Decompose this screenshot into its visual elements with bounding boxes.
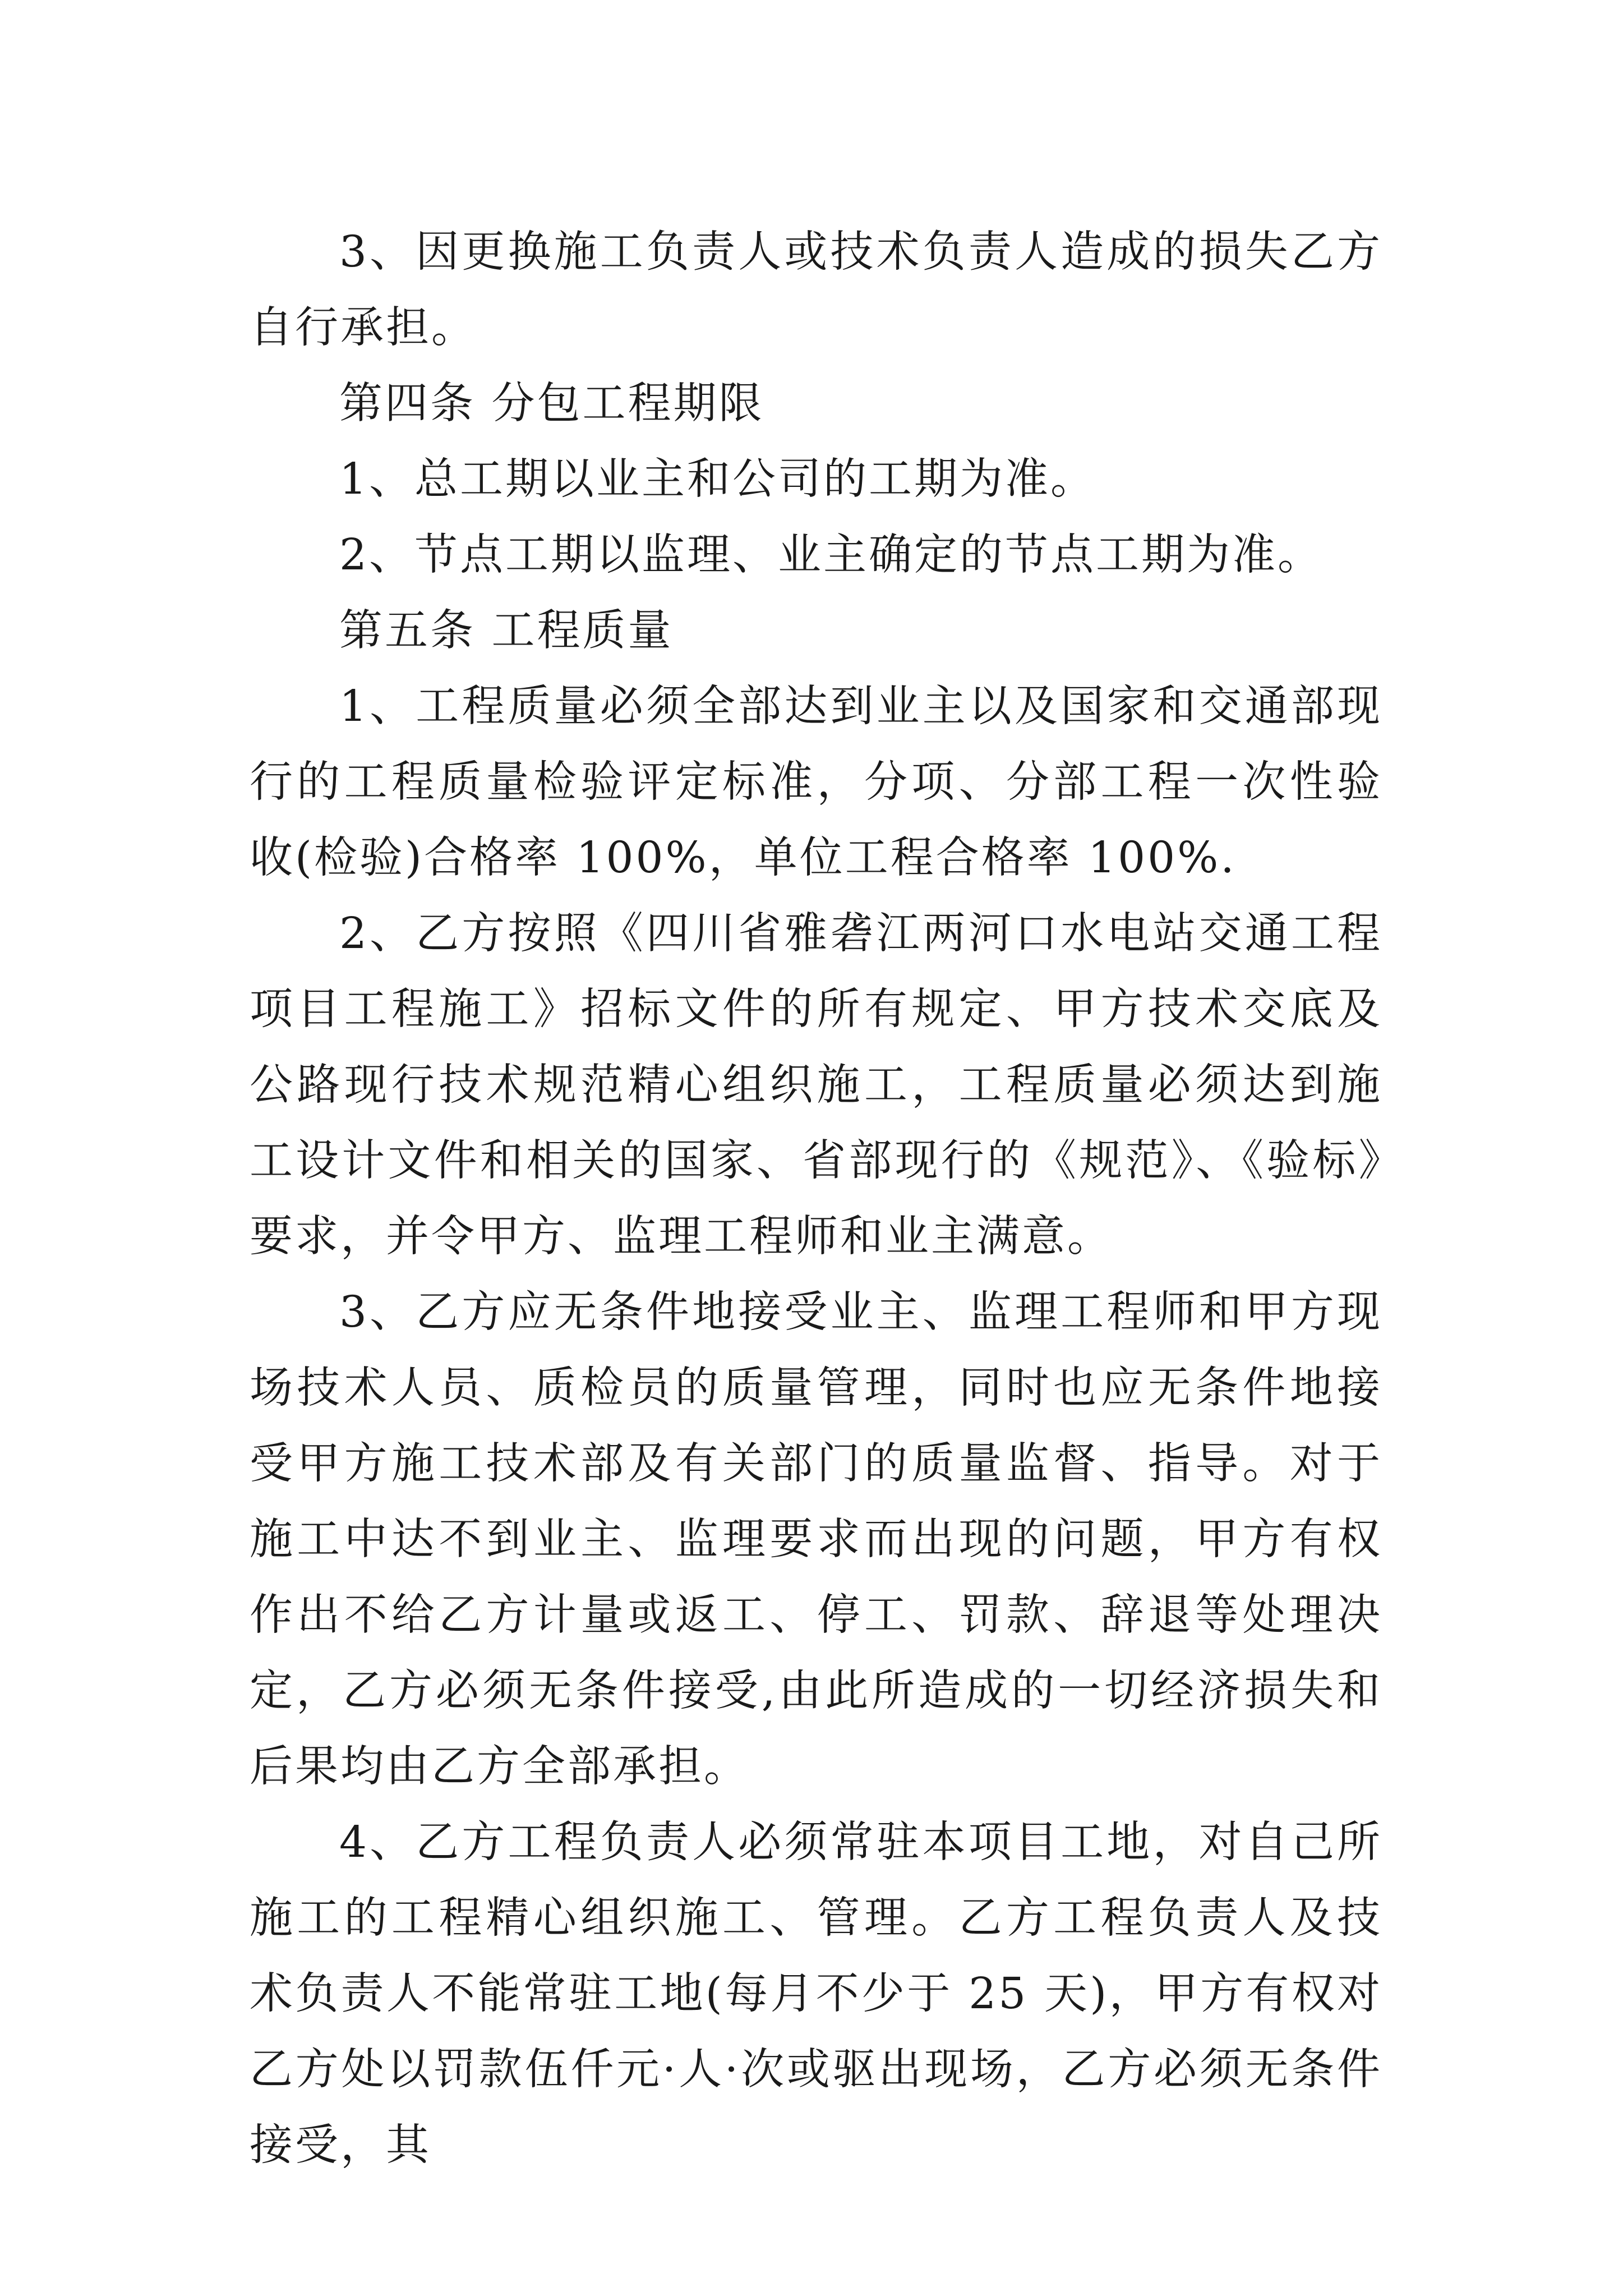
paragraph-node-period: 2、节点工期以监理、业主确定的节点工期为准。 <box>339 530 1323 580</box>
article-4-heading: 第四条 分包工程期限 <box>339 379 764 429</box>
document-body <box>250 214 1382 2183</box>
article-5-heading: 第五条 工程质量 <box>339 606 674 656</box>
paragraph-quality-standard: 1、工程质量必须全部达到业主以及国家和交通部现行的工程质量检验评定标准，分项、分部工程一次性验收(检验)合格率 100%，单位工程合格率 100%. <box>250 682 1382 883</box>
paragraph-clause-3-loss: 3、因更换施工负责人或技术负责人造成的损失乙方自行承担。 <box>250 227 1382 353</box>
paragraph-total-period: 1、总工期以业主和公司的工期为准。 <box>339 454 1096 504</box>
paragraph-quality-management: 3、乙方应无条件地接受业主、监理工程师和甲方现场技术人员、质检员的质量管理，同时也应无条件地接受甲方施工技术部及有关部门的质量监督、指导。对于施工中达不到业主、监理要求而出现的问题，甲方有权作出不给乙方计量或返工、停工、罚款、辞退等处理决定，乙方必须无条件接受,由此所造成的一切经济损失和后果均由乙方全部承担。 <box>250 1287 1382 1792</box>
paragraph-construction-spec: 2、乙方按照《四川省雅砻江两河口水电站交通工程项目工程施工》招标文件的所有规定、甲方技术交底及公路现行技术规范精心组织施工，工程质量必须达到施工设计文件和相关的国家、省部现行的《规范》、《验标》要求，并令甲方、监理工程师和业主满意。 <box>250 909 1382 1262</box>
paragraph-site-manager: 4、乙方工程负责人必须常驻本项目工地，对自己所施工的工程精心组织施工、管理。乙方工程负责人及技术负责人不能常驻工地(每月不少于 25 天)，甲方有权对乙方处以罚款伍仟元·人·次或驱出现场，乙方必须无条件接受，其 <box>250 1818 1382 2170</box>
